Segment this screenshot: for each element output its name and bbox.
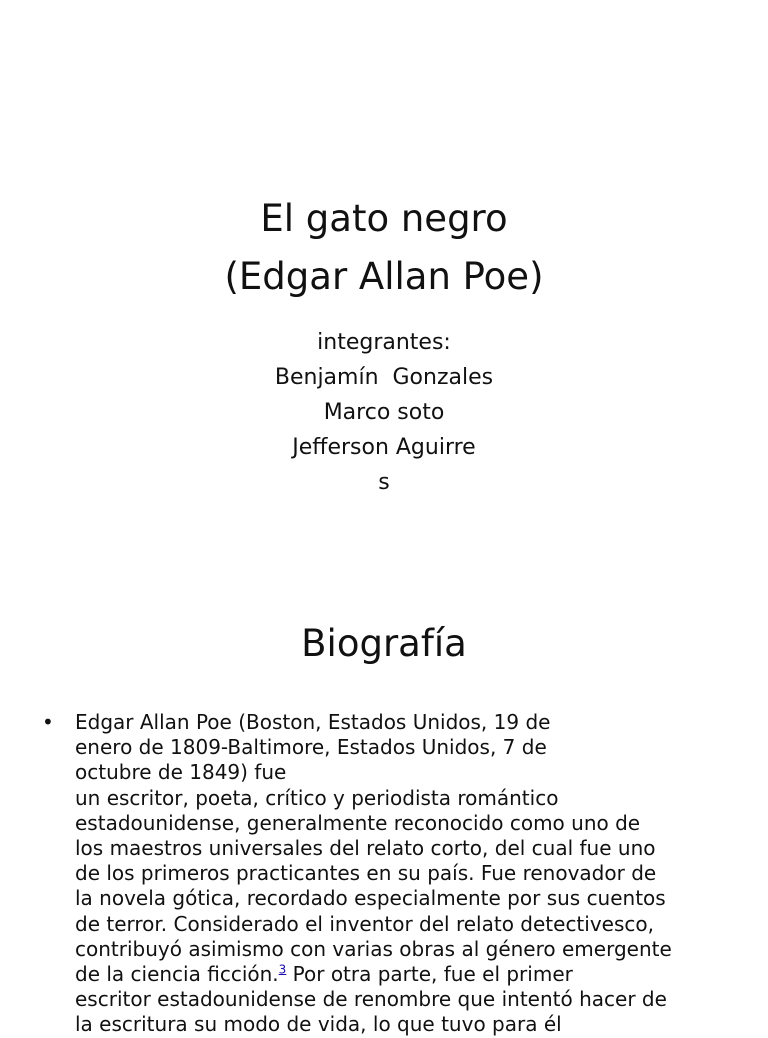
biography-text — [75, 710, 735, 1038]
biography-line: la novela gótica, recordado especialmente por sus cuentos — [75, 886, 666, 911]
biography-line-start: de la ciencia ficción. — [75, 962, 279, 987]
member-name: Jefferson Aguirre — [292, 435, 476, 460]
biography-line: enero de 1809-Baltimore, Estados Unidos, 7 de — [75, 735, 547, 760]
biography-line: la escritura su modo de vida, lo que tuvo para él — [75, 1012, 562, 1037]
biography-line: estadounidense, generalmente reconocido como uno de — [75, 810, 641, 835]
members-list — [0, 325, 768, 500]
biography-line: contribuyó asimismo con varias obras al género emergente — [75, 936, 672, 961]
biography-line: de terror. Considerado el inventor del relato detectivesco, — [75, 911, 654, 936]
member-name: Benjamín Gonzales — [274, 365, 494, 390]
biography-line: un escritor, poeta, crítico y periodista romántico — [75, 785, 559, 810]
biography-line: Edgar Allan Poe (Boston, Estados Unidos, 19 de — [75, 710, 551, 734]
footnote-link[interactable]: 3 — [278, 962, 287, 977]
slide-title — [0, 190, 768, 306]
biography-line: escritor estadounidense de renombre que intentó hacer de — [75, 987, 667, 1012]
biography-line-end: Por otra parte, fue el primer — [286, 962, 573, 987]
slide-title-line-1: El gato negro — [260, 197, 508, 240]
biography-line: octubre de 1849) fue — [75, 760, 287, 785]
biography-slide — [0, 576, 768, 1037]
biography-heading: Biografía — [301, 622, 467, 665]
biography-line: los maestros universales del relato corto, del cual fue uno — [75, 836, 656, 861]
member-name: Marco soto — [323, 400, 445, 425]
bullet-icon: • — [42, 710, 54, 734]
biography-line — [75, 962, 735, 987]
member-name: s — [378, 470, 390, 495]
members-label: integrantes: — [317, 330, 451, 355]
slide-title-line-2: (Edgar Allan Poe) — [224, 255, 544, 298]
biography-line: de los primeros practicantes en su país. Fue renovador de — [75, 861, 657, 886]
